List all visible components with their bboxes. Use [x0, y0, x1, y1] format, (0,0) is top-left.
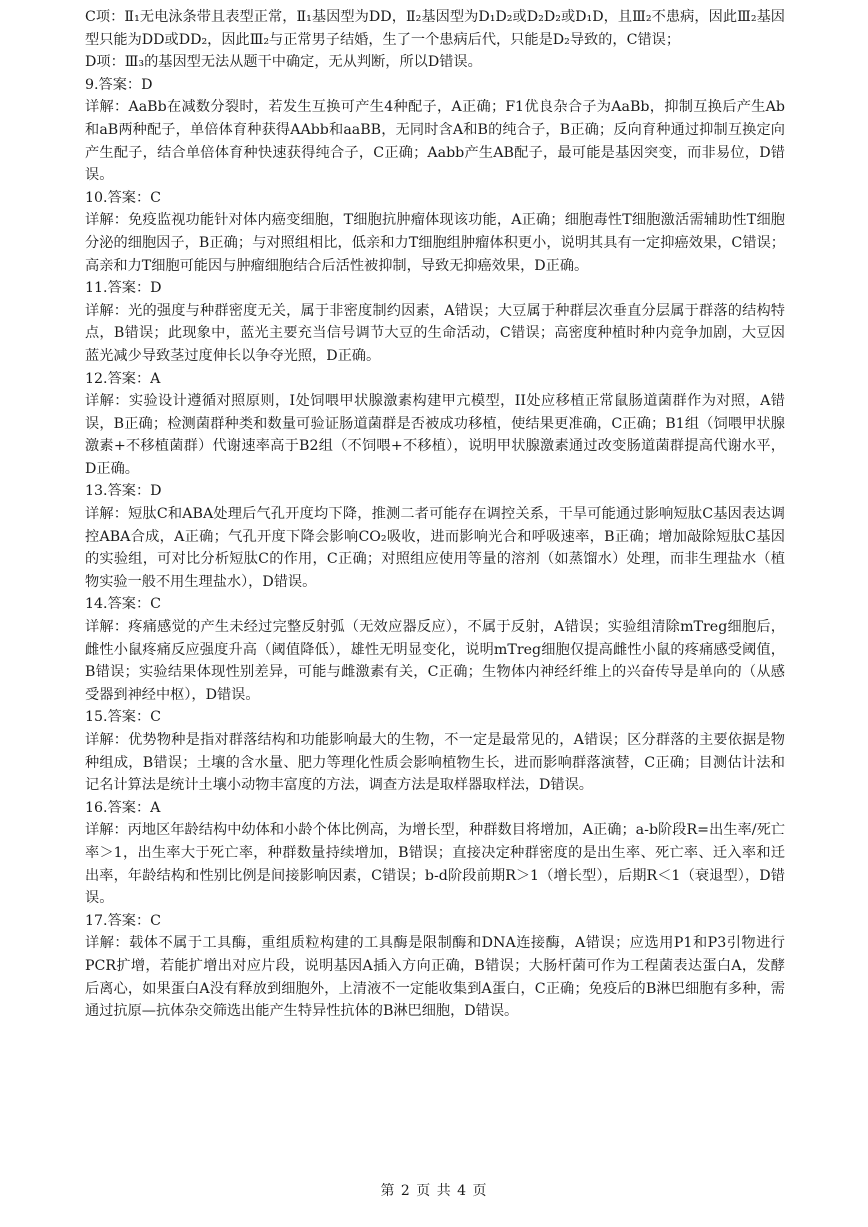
answer-label: 13.答案：D — [85, 483, 162, 500]
answer-label: 12.答案：A — [85, 370, 161, 387]
answer-item-12 — [85, 368, 785, 481]
answer-item-15 — [85, 706, 785, 796]
page-number-footer: 第 2 页 共 4 页 — [380, 1183, 488, 1199]
answer-detail: 详解：丙地区年龄结构中幼体和小龄个体比例高，为增长型，种群数目将增加，A正确；a-b阶段R=出生率/死亡率＞1，出生率大于死亡率，种群数量持续增加，B错误；直接决定种群密度的是出生率、死亡率、迁入率和迁出率，年龄结构和性别比例是间接影响因素，C错误；b-d阶段前期R＞1（增长型），后期R＜1（衰退型），D错误。 — [85, 822, 785, 907]
answer-item-17 — [85, 910, 785, 1023]
answer-detail: 详解：优势物种是指对群落结构和功能影响最大的生物，不一定是最常见的，A错误；区分群落的主要依据是物种组成，B错误；土壤的含水量、肥力等理化性质会影响植物生长，进而影响群落演替，C正确；目测估计法和记名计算法是统计土壤小动物丰富度的方法，调查方法是取样器取样法，D错误。 — [85, 732, 785, 794]
answer-label: 9.答案：D — [85, 76, 153, 93]
answer-detail: 详解：疼痛感觉的产生未经过完整反射弧（无效应器反应），不属于反射，A错误；实验组清除mTreg细胞后，雌性小鼠疼痛反应强度升高（阈值降低），雄性无明显变化，说明mTreg细胞仅提高雌性小鼠的疼痛感受阈值，B错误；实验结果体现性别差异，可能与雌激素有关，C正确；生物体内神经纤维上的兴奋传导是单向的（从感受器到神经中枢），D错误。 — [85, 619, 785, 703]
answer-label: 15.答案：C — [85, 709, 161, 726]
answer-label: 10.答案：C — [85, 189, 161, 206]
intro-paragraph-d: D项：Ⅲ₃的基因型无法从题干中确定，无从判断，所以D错误。 — [85, 54, 482, 71]
answer-label: 17.答案：C — [85, 912, 161, 929]
answer-item-10 — [85, 187, 785, 277]
answer-detail: 详解：AaBb在减数分裂时，若发生互换可产生4种配子，A正确；F1优良杂合子为AaBb，抑制互换后产生Ab和aB两种配子，单倍体育种获得AAbb和aaBB，无同时含A和B的纯合子，B正确；反向育种通过抑制互换定向产生配子，结合单倍体育种快速获得纯合子，C正确；Aabb产生AB配子，最可能是基因突变，而非易位，D错误。 — [85, 99, 785, 184]
document-body — [85, 6, 785, 1023]
answer-label: 14.答案：C — [85, 596, 161, 613]
answer-item-13 — [85, 480, 785, 593]
answer-item-9 — [85, 74, 785, 187]
intro-paragraph-c: C项：Ⅱ₁无电泳条带且表型正常，Ⅱ₁基因型为DD，Ⅱ₂基因型为D₁D₂或D₂D₂或D₁D，且Ⅲ₂不患病，因此Ⅲ₂基因型只能为DD或DD₂，因此Ⅲ₂与正常男子结婚，生了一个患病后代，只能是D₂导致的，C错误； — [85, 9, 785, 48]
answer-detail: 详解：光的强度与种群密度无关，属于非密度制约因素，A错误；大豆属于种群层次垂直分层属于群落的结构特点，B错误；此现象中，蓝光主要充当信号调节大豆的生命活动，C错误；高密度种植时种内竞争加剧，大豆因蓝光减少导致茎过度伸长以争夺光照，D正确。 — [85, 302, 785, 364]
answer-detail: 详解：载体不属于工具酶，重组质粒构建的工具酶是限制酶和DNA连接酶，A错误；应选用P1和P3引物进行PCR扩增，若能扩增出对应片段，说明基因A插入方向正确，B错误；大肠杆菌可作为工程菌表达蛋白A，发酵后离心，如果蛋白A没有释放到细胞外，上清液不一定能收集到A蛋白，C正确；免疫后的B淋巴细胞有多种，需通过抗原—抗体杂交筛选出能产生特异性抗体的B淋巴细胞，D错误。 — [85, 935, 785, 1020]
answer-label: 16.答案：A — [85, 799, 161, 816]
answer-detail: 详解：免疫监视功能针对体内癌变细胞，T细胞抗肿瘤体现该功能，A正确；细胞毒性T细胞激活需辅助性T细胞分泌的细胞因子，B正确；与对照组相比，低亲和力T细胞组肿瘤体积更小，说明其具有一定抑癌效果，C错误；高亲和力T细胞可能因与肿瘤细胞结合后活性被抑制，导致无抑癌效果，D正确。 — [85, 212, 785, 274]
answer-item-11 — [85, 277, 785, 367]
answer-detail: 详解：实验设计遵循对照原则，I处饲喂甲状腺激素构建甲亢模型，II处应移植正常鼠肠道菌群作为对照，A错误，B正确；检测菌群种类和数量可验证肠道菌群是否被成功移植，使结果更准确，C正确；B1组（饲喂甲状腺激素+不移植菌群）代谢速率高于B2组（不饲喂+不移植），说明甲状腺激素通过改变肠道菌群提高代谢水平，D正确。 — [85, 393, 785, 477]
answer-item-14 — [85, 593, 785, 706]
answer-item-16 — [85, 797, 785, 910]
answer-detail: 详解：短肽C和ABA处理后气孔开度均下降，推测二者可能存在调控关系，干旱可能通过影响短肽C基因表达调控ABA合成，A正确；气孔开度下降会影响CO₂吸收，进而影响光合和呼吸速率，B正确；增加敲除短肽C基因的实验组，可对比分析短肽C的作用，C正确；对照组应使用等量的溶剂（如蒸馏水）处理，而非生理盐水（植物实验一般不用生理盐水），D错误。 — [85, 506, 785, 590]
answer-label: 11.答案：D — [85, 280, 162, 297]
